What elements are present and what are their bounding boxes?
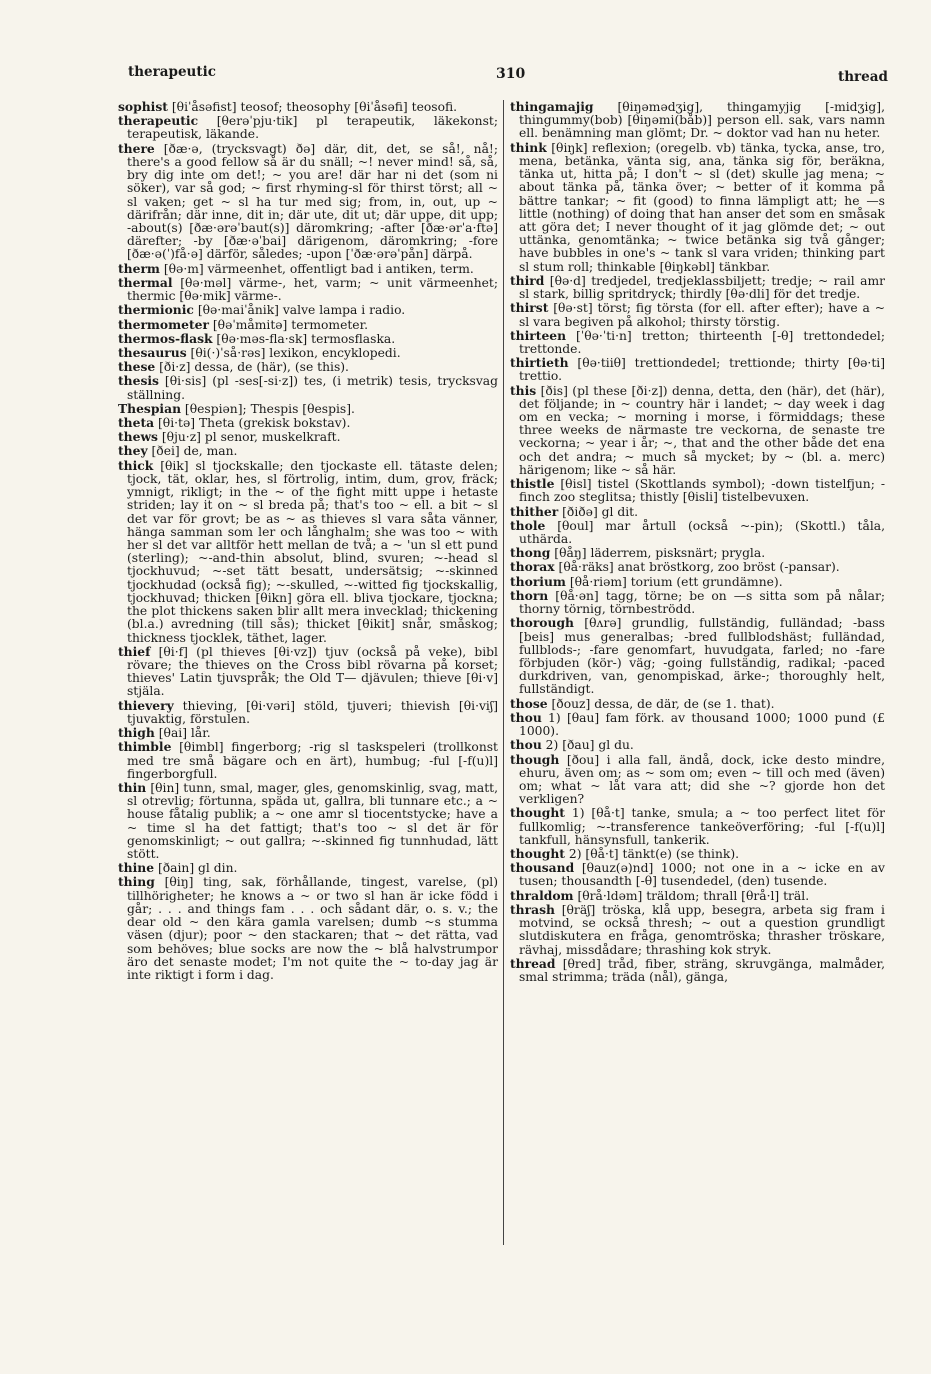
entry-headword: thole [510, 517, 546, 533]
entry-headword: thought [510, 846, 565, 862]
dictionary-entry [510, 738, 885, 752]
entry-headword: thirteen [510, 327, 567, 343]
entry-definition: [θəˈmåmitə] termometer. [208, 317, 368, 332]
entry-headword: thief [118, 643, 151, 659]
entry-headword: thin [118, 779, 147, 795]
entry-definition: [θiŋəmədʒig], thingamyjig [-midʒig], thingummy(bob) [θiŋəmi(båb)] person ell. sak, vars namn ell. benämning man glömt; Dr. ~ doktor vad han nu heter. [519, 100, 885, 141]
dictionary-entry [510, 957, 885, 984]
dictionary-entry [118, 262, 498, 276]
dictionary-entry [118, 726, 498, 740]
entry-headword: thermionic [118, 302, 194, 318]
entry-headword: thermal [118, 274, 173, 290]
entry-definition: [θred] tråd, fiber, sträng, skruvgänga, malmåder, smal strimma; träda (nål), gänga, [519, 956, 885, 984]
entry-definition: [θå·riəm] torium (ett grundämne). [565, 574, 783, 589]
entry-headword: therapeutic [118, 113, 199, 129]
entry-headword: thong [510, 545, 551, 561]
dictionary-entry [510, 711, 885, 738]
dictionary-entry [118, 430, 498, 444]
entry-headword: thistle [510, 476, 555, 492]
entry-headword: thither [510, 503, 559, 519]
entry-headword: thou [510, 709, 542, 725]
entry-definition: thieving, [θi·vəri] stöld, tjuveri; thievish [θi·viʃ] tjuvaktig, förstulen. [127, 698, 498, 726]
entry-headword: though [510, 751, 560, 767]
dictionary-entry [510, 301, 885, 328]
entry-definition: [ðei] de, man. [147, 444, 238, 459]
entry-definition: [θauz(ə)nd] 1000; not one in a ~ icke en av tusen; thousandth [-θ] tusendedel, (den) tusende. [519, 861, 885, 889]
entry-headword: thorough [510, 615, 574, 631]
entry-headword: thesis [118, 373, 159, 389]
entry-headword: sophist [118, 100, 168, 114]
right-column [510, 100, 885, 1226]
entry-headword: Thespian [118, 400, 182, 416]
entry-headword: thingamajig [510, 100, 594, 114]
dictionary-entry [510, 519, 885, 546]
entry-definition: [θə·st] törst; fig törsta (for ell. after efter); have a ~ sl vara begiven på alkohol; thirsty törstig. [519, 301, 885, 329]
entry-definition: [θoul] mar årtull (också ~-pin); (Skottl.) tåla, uthärda. [519, 518, 885, 546]
entry-headword: therm [118, 260, 160, 276]
entry-definition: [ðæ·ə, (trycksvagt) ðə] där, dit, det, se så!, nå!; there's a good fellow så är du snäll; ~! never mind! så, så, bry dig inte om det!; ~ you are! där har ni det (som ni söker), var så god; ~ first rhyming-sl för thirst törst; all ~ sl vaken; get ~ sl ha tur med sig; from, in, out, up ~ därifrån; där inne, dit in; där ute, dit ut; där uppe, dit upp; -about(s) [ðæ·ərəˈbaut(s)] däromkring; -after [ðæ·ərˈa·ftə] därefter; -by [ðæ·əˈbai] därigenom, däromkring; -fore [ðæ·ə(ˈ)få·ə] därför, således; -upon [ˈðæ·ərəˈpån] därpå. [127, 141, 498, 262]
entry-definition: [θisl] tistel (Skottlands symbol); -down tistelfjun; -finch zoo steglitsa; thistly [θisli] tistelbevuxen. [519, 477, 885, 505]
entry-definition: [ˈθə·ˈti·n] tretton; thirteenth [-θ] trettondedel; trettonde. [519, 328, 885, 356]
dictionary-entry [510, 477, 885, 504]
entry-definition: [θespiən]; Thespis [θespis]. [181, 401, 355, 416]
entry-headword: thesaurus [118, 344, 187, 360]
right-running-headword: thread [838, 69, 888, 85]
entry-definition: [θrå·ldəm] träldom; thrall [θrå·l] träl. [573, 888, 810, 903]
dictionary-entry [510, 329, 885, 356]
entry-headword: thorium [510, 573, 566, 589]
entry-headword: third [510, 272, 545, 288]
dictionary-entry [510, 546, 885, 560]
entry-definition: [θimbl] fingerborg; -rig sl taskspeleri (trollkonst med tre små bägare och en ärt), humbug; -ful [-f(u)l] fingerborgfull. [127, 740, 498, 781]
dictionary-entry [510, 589, 885, 616]
entry-headword: thievery [118, 697, 174, 713]
entry-headword: these [118, 359, 156, 375]
entry-definition: [θai] lår. [154, 726, 211, 741]
dictionary-entry [510, 141, 885, 274]
entry-definition: 2) [θå·t] tänkt(e) (se think). [564, 847, 740, 862]
entry-headword: thrash [510, 901, 555, 917]
entry-definition: [θiŋk] reflexion; (oregelb. vb) tänka, tycka, anse, tro, mena, betänka, vänta sig, ana, tänka sig för, beräkna, tänka ut, hitta på; I don't ~ sl (det) skulle jag mena; ~ about tänka på, tänka över; ~ better of it komma på bättre tankar; ~ fit (good) to finna lämpligt att; he —s little (nothing) of doing that han anser det som en småsak att göra det; I never thought of it jag glömde det; ~ out uttänka, genomtänka; ~ twice betänka sig två gånger; have bubbles in one's ~ tank sl vara vriden; thinking part sl stum roll; thinkable [θiŋkəbl] tänkbar. [519, 140, 885, 274]
entry-headword: thigh [118, 725, 155, 741]
dictionary-entry [118, 100, 498, 114]
entry-headword: thing [118, 874, 155, 890]
entry-definition: [θə·məs-fla·sk] termosflaska. [212, 331, 396, 346]
entry-definition: [θräʃ] tröska, klå upp, besegra, arbeta sig fram i motvind, se också thresh; ~ out a question grundligt slutdiskutera en fråga, genomtröska; thrasher tröskare, rävhaj, missdådare; thrashing kok stryk. [519, 902, 885, 957]
entry-definition: [θju·z] pl senor, muskelkraft. [157, 430, 341, 445]
dictionary-entry [510, 356, 885, 383]
dictionary-entry [510, 384, 885, 478]
entry-headword: thews [118, 429, 158, 445]
dictionary-entry [510, 753, 885, 807]
dictionary-entry [118, 402, 498, 416]
dictionary-entry [118, 861, 498, 875]
dictionary-entry [510, 903, 885, 957]
entry-definition: [θə·məl] värme-, het, varm; ~ unit värmeenhet; thermic [θə·mik] värme-. [127, 275, 498, 304]
page-number: 310 [496, 66, 526, 82]
entry-definition: [ðouz] dessa, de där, de (se 1. that). [547, 696, 775, 711]
entry-headword: thread [510, 955, 556, 971]
dictionary-entry [118, 875, 498, 982]
page-header [0, 62, 931, 88]
entry-definition: [θʌrə] grundlig, fullständig, fulländad; -bass [beis] mus generalbas; -bred fullblodshäst; fulländad, fullblods-; -fare genomfart, huvudgata, farled; no -fare förbjuden (kör-) väg; -going fullständig, radikal; -paced durkdriven, van, genompiskad, ärke-; thoroughly helt, fullständigt. [519, 616, 885, 697]
entry-definition: [θiŋ] ting, sak, förhållande, tingest, varelse, (pl) tillhörigheter; he knows a ~ or two sl han är icke född i går; . . . and things fam . . . och sådant där, o. s. v.; the dear old ~ den kära gamla varelsen; dumb ~s stumma väsen (djur); poor ~ den stackaren; that ~ det rätta, vad som behöves; blue socks are now the ~ blå halvstrumpor äro det senaste modet; I'm not quite the ~ to-day jag är inte riktigt i form i dag. [127, 875, 498, 982]
dictionary-entry [118, 346, 498, 360]
entry-definition: [θin] tunn, smal, mager, gles, genomskinlig, svag, matt, sl otrevlig; förtunna, späda ut, gallra, bli tunnare etc.; a ~ house fåtalig publik; a ~ one amr sl tiocentstycke; have a ~ time sl ha det fattigt; that's too ~ sl det är för genomskinligt; ~ out gallra; ~-skinned fig tunnhudad, lätt stött. [127, 780, 498, 862]
dictionary-entry [510, 806, 885, 847]
entry-headword: thine [118, 860, 155, 876]
entry-definition: [θå·ən] tagg, törne; be on —s sitta som på nålar; thorny törnig, törnbeströdd. [519, 588, 885, 617]
entry-headword: think [510, 139, 547, 155]
dictionary-entry [118, 444, 498, 458]
dictionary-entry [510, 274, 885, 301]
entry-headword: thousand [510, 860, 575, 876]
dictionary-entry [118, 114, 498, 141]
entry-headword: thou [510, 737, 542, 753]
entry-definition: [θerəˈpju·tik] pl terapeutik, läkekonst; terapeutisk, läkande. [127, 114, 498, 142]
entry-definition: [θə·tiiθ] trettiondedel; trettionde; thirty [θə·ti] trettio. [519, 356, 885, 384]
entry-definition: [ði·z] dessa, de (här), (se this). [155, 360, 349, 375]
entry-definition: [θə·d] tredjedel, tredjeklassbiljett; tredje; ~ rail amr sl stark, billig spritdryck; thirdly [θə·dli] för det tredje. [519, 273, 885, 302]
dictionary-entry [118, 699, 498, 726]
dictionary-entry [118, 318, 498, 332]
entry-definition: [θə·maiˈånik] valve lampa i radio. [193, 303, 406, 318]
dictionary-entry [118, 142, 498, 262]
entry-definition: [θiˈåsəfist] teosof; theosophy [θiˈåsəfi] teosofi. [167, 100, 458, 114]
entry-definition: 1) [θå·t] tanke, smula; a ~ too perfect litet för fullkomlig; ~-transference tankeöverföring; -ful [-f(u)l] tankfull, hänsynsfull, tankerik. [519, 806, 885, 847]
dictionary-entry [510, 575, 885, 589]
dictionary-entry [118, 374, 498, 401]
entry-definition: [θi(·)ˈså·rəs] lexikon, encyklopedi. [186, 345, 401, 360]
dictionary-entry [118, 276, 498, 303]
entry-headword: theta [118, 415, 155, 431]
entry-definition: [θi·tə] Theta (grekisk bokstav). [154, 416, 351, 431]
entry-definition: [ðain] gl din. [154, 861, 238, 876]
entry-definition: [θi·f] (pl thieves [θi·vz]) tjuv (också på veke), bibl rövare; the thieves on the Cross bibl rövarna på korset; thieves' Latin tjuvspråk; the Old T— djävulen; thieve [θi·v] stjäla. [127, 644, 498, 699]
entry-definition: [θåŋ] läderrem, pisksnärt; prygla. [550, 546, 766, 561]
dictionary-entry [118, 360, 498, 374]
dictionary-entry [510, 697, 885, 711]
entry-definition: [θå·räks] anat bröstkorg, zoo bröst (-pansar). [554, 560, 840, 575]
entry-headword: thraldom [510, 887, 574, 903]
entry-headword: thick [118, 457, 154, 473]
entry-headword: those [510, 695, 548, 711]
entry-definition: 2) [ðau] gl du. [541, 738, 634, 753]
entry-definition: [θə·m] värmeenhet, offentligt bad i antiken, term. [159, 261, 474, 276]
entry-headword: thermos-flask [118, 330, 213, 346]
entry-headword: thirst [510, 300, 549, 316]
entry-headword: thorax [510, 559, 555, 575]
entry-headword: thirtieth [510, 355, 569, 371]
dictionary-entry [118, 303, 498, 317]
dictionary-entry [118, 740, 498, 781]
left-running-headword: therapeutic [128, 64, 216, 80]
entry-headword: there [118, 140, 155, 156]
dictionary-entry [510, 560, 885, 574]
entry-headword: thimble [118, 739, 172, 755]
dictionary-entry [118, 459, 498, 645]
dictionary-entry [118, 416, 498, 430]
dictionary-entry [510, 861, 885, 888]
entry-headword: thorn [510, 587, 549, 603]
entry-definition: [ðou] i alla fall, ändå, dock, icke desto mindre, ehuru, även om; as ~ som om; even ~ till och med (även) om; what ~ låt vara att; did she ~? gjorde hon det verkligen? [519, 752, 885, 807]
entry-definition: [θik] sl tjockskalle; den tjockaste ell. tätaste delen; tjock, tät, oklar, hes, sl förtrolig, intim, dum, grov, fräck; ymnigt, rikligt; in the ~ of the fight mitt uppe i hetaste striden; lay it on ~ sl breda på; that's too ~ ell. a bit ~ sl det var för grovt; be as ~ as thieves sl vara såta vänner, hänga samman som ler och långhalm; she was too ~ with her sl det var alltför hett mellan de två; a ~ 'un sl ett pund (sterling); ~-and-thin absolut, blind, svuren; ~-head sl tjockhuvud; ~-set tätt besatt, undersätsig; ~-skinned tjockhudad (också fig); ~-skulled, ~-witted fig tjockskallig, tjockhuvad; thicken [θikn] göra ell. bliva tjockare, tjockna; the plot thickens saken blir allt mera invecklad; thickening (bl.a.) avredning (till sås); thicket [θikit] snår, småskog; thickness tjocklek, täthet, lager. [127, 458, 498, 645]
dictionary-entry [510, 616, 885, 696]
dictionary-entry [510, 505, 885, 519]
entry-definition: [θi·sis] (pl -ses[-si·z]) tes, (i metrik) tesis, trycksvag ställning. [127, 374, 498, 402]
entry-headword: this [510, 382, 537, 398]
dictionary-entry [118, 645, 498, 699]
dictionary-entry [510, 847, 885, 861]
dictionary-entry [510, 889, 885, 903]
entry-definition: 1) [θau] fam förk. av thousand 1000; 1000 pund (£ 1000). [519, 710, 885, 739]
left-column [118, 100, 498, 1246]
entry-headword: they [118, 443, 148, 459]
entry-headword: thermometer [118, 316, 209, 332]
dictionary-entry [118, 332, 498, 346]
entry-definition: [ðis] (pl these [ði·z]) denna, detta, den (här), det (här), det följande; in ~ country här i landet; ~ day week i dag om en vecka; ~ morning i morse, i förmiddags; these three weeks de närmaste tre veckorna, de senaste tre veckorna; ~ year i år; ~, that and the other både det ena och det andra; ~ much så mycket; by ~ (bl. a. merc) härigenom; like ~ så här. [519, 383, 885, 477]
entry-definition: [ðiðə] gl dit. [558, 504, 639, 519]
entry-headword: thought [510, 805, 565, 821]
dictionary-entry [510, 100, 885, 141]
dictionary-entry [118, 781, 498, 861]
column-divider [503, 100, 504, 1245]
